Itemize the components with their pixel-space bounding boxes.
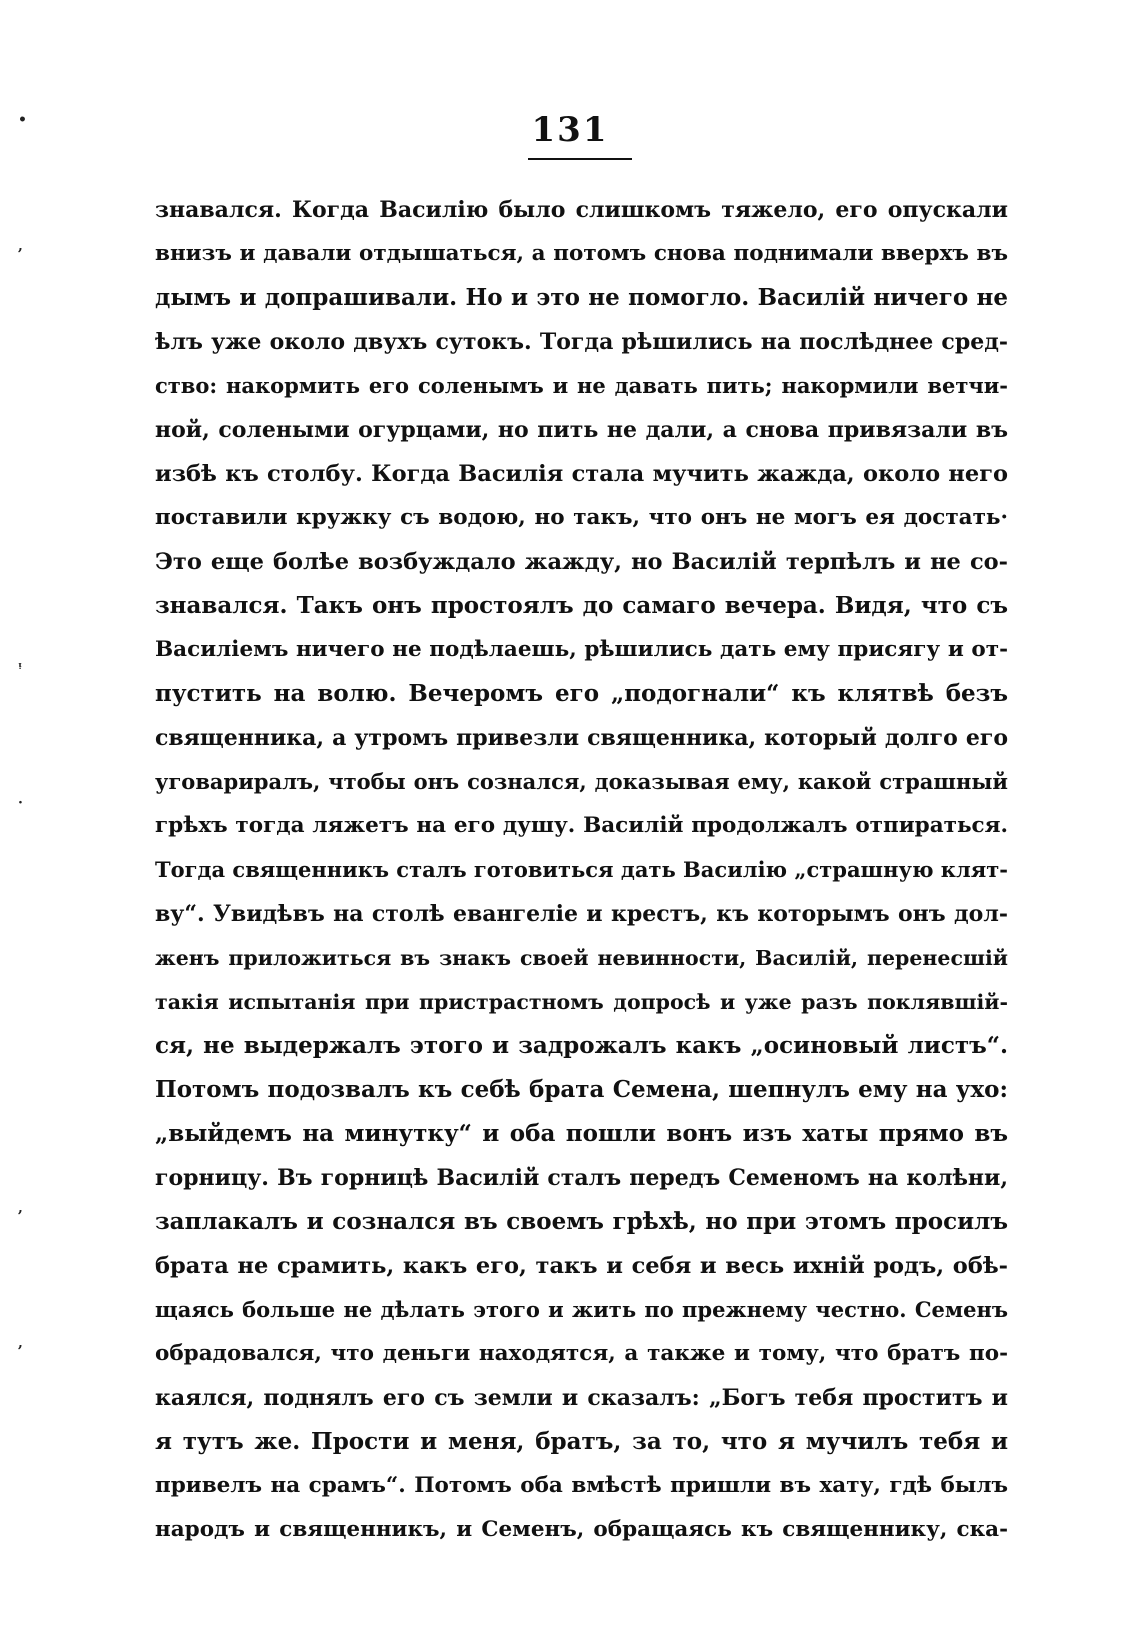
page-number: 131 — [531, 110, 609, 150]
text-line: знавался. Когда Василію было слишкомъ тяжело, его опускали — [155, 197, 1008, 223]
text-line: такія испытанія при пристрастномъ допросѣ и уже разъ поклявшій- — [155, 990, 1008, 1014]
text-line: ся, не выдержалъ этого и задрожалъ какъ „осиновый листъ“. — [155, 1032, 1008, 1059]
text-line: „выйдемъ на минутку“ и оба пошли вонъ изъ хаты прямо въ — [155, 1120, 1008, 1147]
margin-mark: , — [18, 1335, 23, 1351]
text-line: я тутъ же. Прости и меня, братъ, за то, что я мучилъ тебя и — [155, 1428, 1008, 1455]
text-line: щаясь больше не дѣлать этого и жить по прежнему честно. Семенъ — [155, 1297, 1008, 1322]
text-line: ной, солеными огурцами, но пить не дали, а снова привязали въ — [155, 417, 1008, 443]
text-line: священника, а утромъ привезли священника, который долго его — [155, 725, 1008, 751]
text-line: дымъ и допрашивали. Но и это не помогло. Василій ничего не — [155, 284, 1008, 311]
text-line: пустить на волю. Вечеромъ его „подогнали“ къ клятвѣ безъ — [155, 680, 1008, 707]
text-line: ѣлъ уже около двухъ сутокъ. Тогда рѣшились на послѣднее сред- — [155, 329, 1008, 355]
body-text — [155, 188, 1008, 1552]
text-line: поставили кружку съ водою, но такъ, что онъ не могъ ея достать· — [155, 505, 1008, 530]
text-line: знавался. Такъ онъ простоялъ до самаго вечера. Видя, что съ — [155, 592, 1008, 619]
text-line: грѣхъ тогда ляжетъ на его душу. Василій продолжалъ отпираться. — [155, 813, 1008, 838]
margin-mark: · — [18, 795, 23, 811]
text-line: брата не срамить, какъ его, такъ и себя и весь ихній родъ, обѣ- — [155, 1253, 1008, 1279]
text-line: каялся, поднялъ его съ земли и сказалъ: „Богъ тебя проститъ и — [155, 1385, 1008, 1411]
text-line: заплакалъ и сознался въ своемъ грѣхѣ, но при этомъ просилъ — [155, 1208, 1008, 1235]
margin-mark: , — [18, 1200, 23, 1216]
text-line: народъ и священникъ, и Семенъ, обращаясь къ священнику, ска- — [155, 1517, 1008, 1542]
text-line: обрадовался, что деньги находятся, а также и тому, что братъ по- — [155, 1341, 1008, 1366]
text-line: ство: накормить его соленымъ и не давать пить; накормили ветчи- — [155, 373, 1008, 398]
text-line: избѣ къ столбу. Когда Василія стала мучить жажда, около него — [155, 461, 1008, 487]
page-number-rule — [528, 158, 632, 160]
text-line: ву“. Увидѣвъ на столѣ евангеліе и крестъ, къ которымъ онъ дол- — [155, 901, 1008, 927]
text-line: горницу. Въ горницѣ Василій сталъ передъ Семеномъ на колѣни, — [155, 1165, 1008, 1191]
text-line: Это еще болѣе возбуждало жажду, но Василій терпѣлъ и не со- — [155, 549, 1008, 575]
text-line: Потомъ подозвалъ къ себѣ брата Семена, шепнулъ ему на ухо: — [155, 1076, 1008, 1103]
text-line: женъ приложиться въ знакъ своей невинности, Василій, перенесшій — [155, 946, 1008, 970]
text-line: Василіемъ ничего не подѣлаешь, рѣшились дать ему присягу и от- — [155, 637, 1008, 662]
text-line: внизъ и давали отдышаться, а потомъ снова поднимали вверхъ въ — [155, 241, 1008, 266]
text-line: Тогда священникъ сталъ готовиться дать Василію „страшную клят- — [155, 857, 1008, 882]
margin-mark: • — [18, 112, 27, 128]
margin-mark: ᵎ — [18, 660, 23, 676]
margin-mark: , — [18, 238, 23, 254]
text-line: привелъ на срамъ“. Потомъ оба вмѣстѣ пришли въ хату, гдѣ былъ — [155, 1473, 1008, 1498]
text-line: уговариралъ, чтобы онъ сознался, доказывая ему, какой страшный — [155, 769, 1008, 794]
